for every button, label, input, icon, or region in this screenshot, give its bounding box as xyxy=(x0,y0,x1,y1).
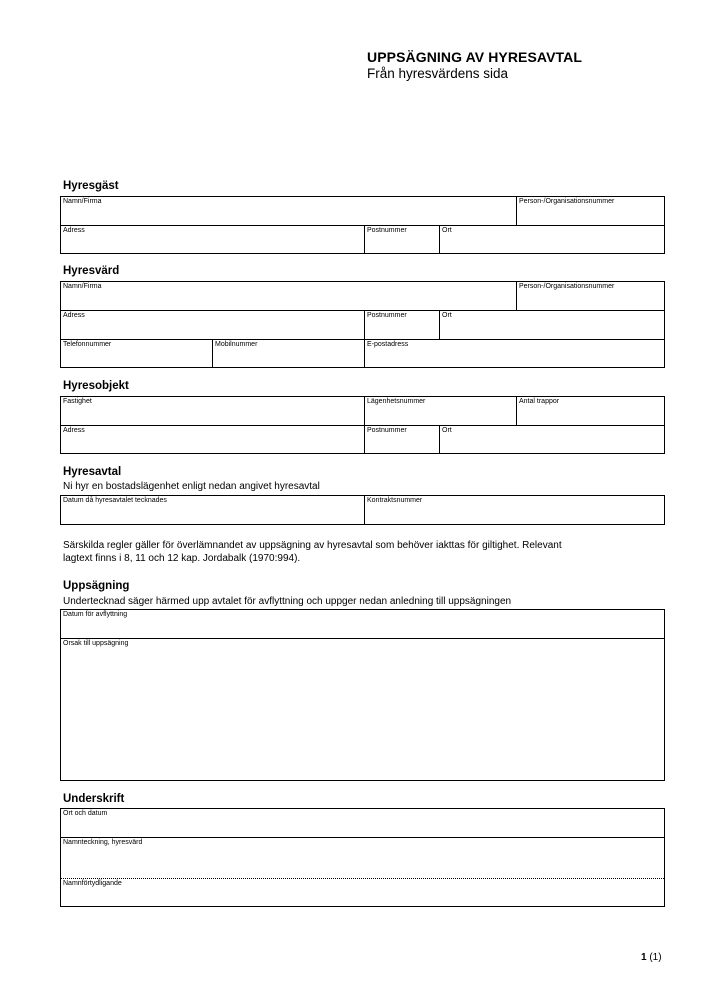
hyresavtal-contract-field[interactable] xyxy=(364,496,664,524)
field-label: Postnummer xyxy=(367,227,407,234)
field-label: Ort xyxy=(442,427,452,434)
page-number xyxy=(641,952,662,963)
field-label: Ort xyxy=(442,312,452,319)
hyresobjekt-property-field[interactable] xyxy=(61,397,364,425)
underskrift-box xyxy=(60,808,665,907)
underskrift-row-place xyxy=(61,809,664,838)
hyresvard-city-field[interactable] xyxy=(439,311,664,339)
hyresobjekt-stairs-field[interactable] xyxy=(516,397,664,425)
field-label: Person-/Organisationsnummer xyxy=(519,283,615,290)
page-total: (1) xyxy=(649,952,662,963)
hyresvard-id-field[interactable] xyxy=(516,282,664,310)
section-heading-hyresavtal: Hyresavtal xyxy=(63,466,122,478)
uppsagning-row-date xyxy=(61,610,664,639)
field-label: Postnummer xyxy=(367,427,407,434)
hyresavtal-box xyxy=(60,495,665,525)
hyresgast-name-field[interactable] xyxy=(61,197,516,225)
uppsagning-subtext: Undertecknad säger härmed upp avtalet för avflyttning och uppger nedan anledning till uppsägningen xyxy=(63,596,512,607)
field-label: Namnteckning, hyresvärd xyxy=(63,839,143,846)
field-label: Namn/Firma xyxy=(63,283,102,290)
hyresobjekt-box xyxy=(60,396,665,454)
hyresvard-row-address xyxy=(61,311,664,340)
field-label: Mobilnummer xyxy=(215,341,258,348)
hyresgast-row-name xyxy=(61,197,664,226)
hyresavtal-subtext: Ni hyr en bostadslägenhet enligt nedan angivet hyresavtal xyxy=(63,481,320,492)
hyresgast-row-address xyxy=(61,226,664,253)
hyresobjekt-city-field[interactable] xyxy=(439,426,664,453)
hyresvard-name-field[interactable] xyxy=(61,282,516,310)
document-title: UPPSÄGNING AV HYRESAVTAL xyxy=(367,49,583,65)
hyresvard-box xyxy=(60,281,665,368)
hyresvard-address-field[interactable] xyxy=(61,311,364,339)
section-heading-uppsagning: Uppsägning xyxy=(63,580,130,592)
field-label: Ort xyxy=(442,227,452,234)
underskrift-signature-field[interactable] xyxy=(61,838,664,878)
field-label: Antal trappor xyxy=(519,398,560,405)
uppsagning-row-reason xyxy=(61,639,664,780)
hyresvard-email-field[interactable] xyxy=(364,340,664,367)
field-label: E-postadress xyxy=(367,341,409,348)
uppsagning-box xyxy=(60,609,665,781)
uppsagning-reason-field[interactable] xyxy=(61,639,664,780)
hyresgast-city-field[interactable] xyxy=(439,226,664,253)
underskrift-place-date-field[interactable] xyxy=(61,809,664,837)
field-label: Adress xyxy=(63,312,85,319)
hyresavtal-date-field[interactable] xyxy=(61,496,364,524)
field-label: Telefonnummer xyxy=(63,341,112,348)
field-label: Namnförtydligande xyxy=(63,880,122,887)
hyresvard-mobile-field[interactable] xyxy=(212,340,364,367)
field-label: Datum för avflyttning xyxy=(63,611,128,618)
hyresobjekt-address-field[interactable] xyxy=(61,426,364,453)
legal-note-line2: lagtext finns i 8, 11 och 12 kap. Jordabalk (1970:994). xyxy=(63,553,301,564)
page-current: 1 xyxy=(641,952,647,963)
document-subtitle: Från hyresvärdens sida xyxy=(367,66,509,81)
field-label: Adress xyxy=(63,227,85,234)
section-heading-hyresobjekt: Hyresobjekt xyxy=(63,380,129,392)
field-label: Kontraktsnummer xyxy=(367,497,423,504)
hyresobjekt-row-property xyxy=(61,397,664,426)
field-label: Fastighet xyxy=(63,398,92,405)
hyresvard-postal-field[interactable] xyxy=(364,311,439,339)
hyresavtal-row xyxy=(61,496,664,524)
field-label: Orsak till uppsägning xyxy=(63,640,129,647)
hyresvard-phone-field[interactable] xyxy=(61,340,212,367)
field-label: Postnummer xyxy=(367,312,407,319)
underskrift-row-signature xyxy=(61,838,664,879)
section-heading-hyresvard: Hyresvärd xyxy=(63,265,120,277)
hyresgast-address-field[interactable] xyxy=(61,226,364,253)
field-label: Ort och datum xyxy=(63,810,108,817)
section-heading-hyresgast: Hyresgäst xyxy=(63,180,119,192)
hyresobjekt-row-address xyxy=(61,426,664,453)
uppsagning-date-field[interactable] xyxy=(61,610,664,638)
hyresgast-id-field[interactable] xyxy=(516,197,664,225)
hyresgast-box xyxy=(60,196,665,254)
field-label: Datum då hyresavtalet tecknades xyxy=(63,497,167,504)
hyresobjekt-apartment-field[interactable] xyxy=(364,397,516,425)
field-label: Person-/Organisationsnummer xyxy=(519,198,615,205)
field-label: Lägenhetsnummer xyxy=(367,398,426,405)
legal-note xyxy=(63,539,643,565)
underskrift-row-clarification xyxy=(61,879,664,906)
hyresobjekt-postal-field[interactable] xyxy=(364,426,439,453)
hyresvard-row-name xyxy=(61,282,664,311)
field-label: Adress xyxy=(63,427,85,434)
section-heading-underskrift: Underskrift xyxy=(63,793,125,805)
field-label: Namn/Firma xyxy=(63,198,102,205)
legal-note-line1: Särskilda regler gäller för överlämnandet av uppsägning av hyresavtal som behöver iakttas för giltighet. Relevant xyxy=(63,540,562,551)
hyresgast-postal-field[interactable] xyxy=(364,226,439,253)
underskrift-clarification-field[interactable] xyxy=(61,879,664,906)
hyresvard-row-contact xyxy=(61,340,664,367)
